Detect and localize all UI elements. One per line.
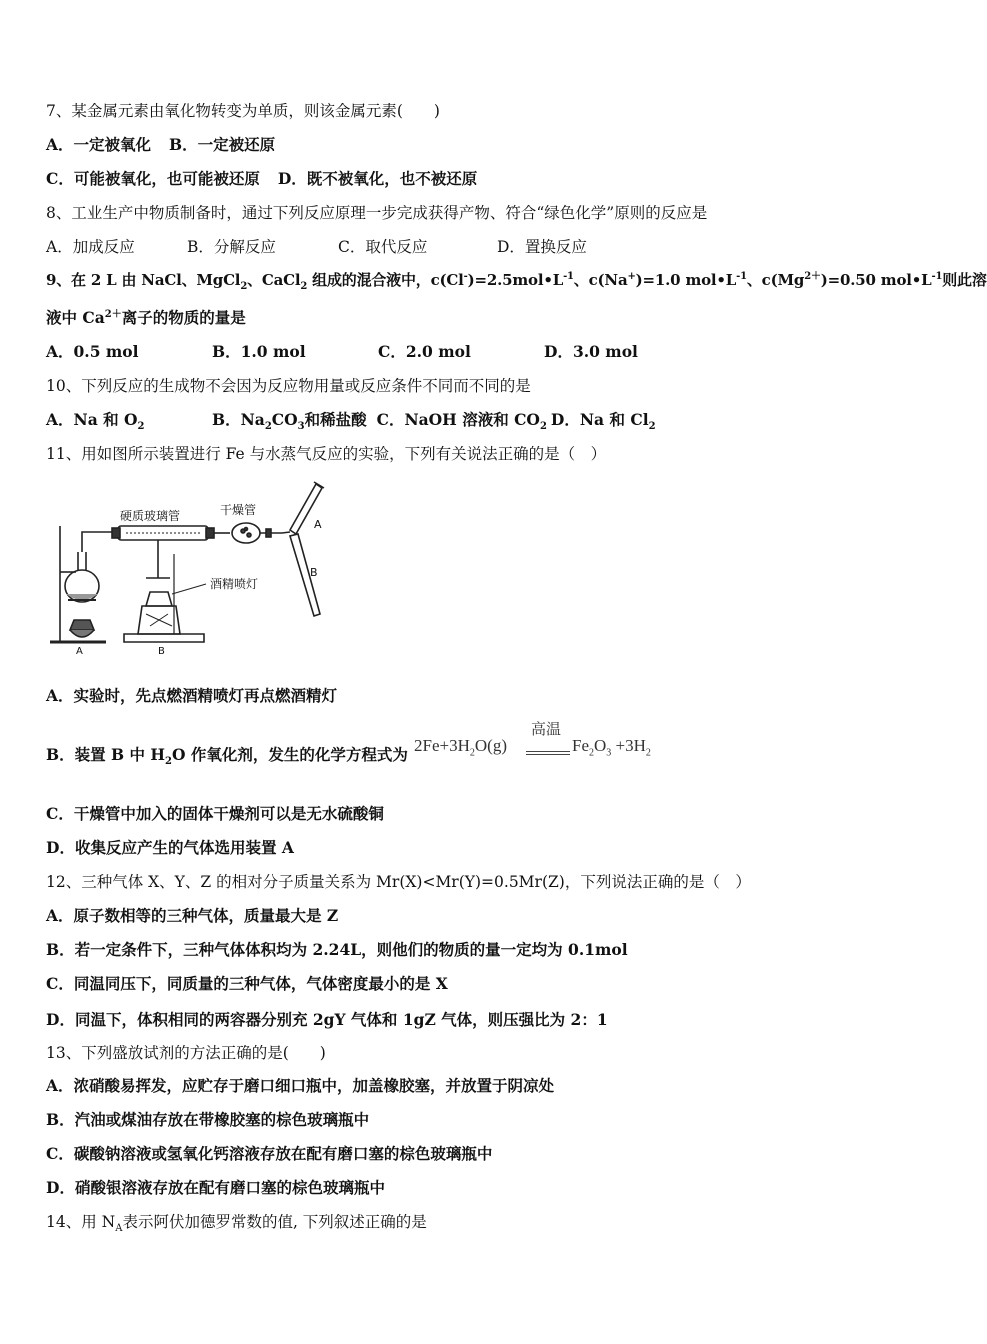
subscript: 2 [645, 747, 651, 759]
q7-option-d: D．既不被氧化，也不被还原 [277, 169, 478, 188]
q11-option-b [46, 745, 408, 768]
eq-text: O [594, 736, 607, 755]
q11-stem: 11、用如图所示装置进行 Fe 与水蒸气反应的实验，下列有关说法正确的是（ ） [46, 445, 607, 463]
q12-stem: 12、三种气体 X、Y、Z 的相对分子质量关系为 Mr(X)<Mr(Y)=0.5Mr(Z)，下列说法正确的是（ ） [46, 873, 751, 891]
q9-text: 液中 Ca [46, 308, 105, 327]
q11-option-c: C．干燥管中加入的固体干燥剂可以是无水硫酸铜 [46, 804, 384, 823]
q13-option-b: B．汽油或煤油存放在带橡胶塞的棕色玻璃瓶中 [46, 1110, 370, 1129]
superscript: -1 [736, 271, 747, 282]
q11-text: B．装置 B 中 H [46, 745, 166, 764]
q12-option-c: C．同温同压下，同质量的三种气体，气体密度最小的是 X [46, 974, 448, 993]
q10-text: D．Na 和 Cl [550, 410, 649, 429]
q9-text: 9、在 2 L 由 NaCl、MgCl [46, 271, 241, 289]
drying-tube [232, 523, 260, 543]
stand-base-b [124, 634, 204, 642]
subscript: 2 [300, 281, 308, 292]
reaction-condition: 高温 [531, 722, 562, 738]
q9-text: 组成的混合液中，c(Cl [307, 271, 464, 289]
q9-text: 、CaCl [247, 271, 301, 289]
label-apparatus-a: A [76, 646, 83, 657]
q7-option-b: B．一定被还原 [169, 135, 276, 154]
q9-option-a: A．0.5 mol [46, 342, 139, 361]
chemical-equation [414, 718, 674, 768]
q10-option-b [212, 410, 367, 433]
q9-text: )=2.5mol•L [467, 271, 564, 289]
q9-text: 则此溶 [942, 271, 987, 289]
label-drying-tube: 干燥管 [220, 503, 257, 517]
q13-option-d: D．硝酸银溶液存放在配有磨口塞的棕色玻璃瓶中 [46, 1178, 385, 1197]
q12-option-b: B．若一定条件下，三种气体体积均为 2.24L，则他们的物质的量一定均为 0.1mol [46, 940, 628, 959]
q13-option-c: C．碳酸钠溶液或氢氧化钙溶液存放在配有磨口塞的棕色玻璃瓶中 [46, 1144, 493, 1163]
q9-option-c: C．2.0 mol [378, 342, 471, 361]
q12-option-a: A．原子数相等的三种气体，质量最大是 Z [46, 906, 339, 925]
equation-lhs [414, 736, 507, 759]
q8-stem: 8、工业生产中物质制备时，通过下列反应原理一步完成获得产物、符合“绿色化学”原则的反应是 [46, 204, 708, 222]
q10-text: A．Na 和 O [46, 410, 138, 429]
q13-option-a: A．浓硝酸易挥发，应贮存于磨口细口瓶中，加盖橡胶塞，并放置于阴凉处 [46, 1076, 555, 1095]
q10-option-d [550, 410, 656, 433]
q7-stem: 7、某金属元素由氧化物转变为单质，则该金属元素( ) [46, 102, 440, 120]
burner-a [70, 620, 94, 630]
subscript: 3 [606, 747, 612, 759]
subscript: 3 [297, 421, 305, 433]
superscript: -1 [563, 271, 574, 282]
equals-bar [526, 754, 570, 755]
alcohol-blast-lamp [146, 592, 172, 606]
subscript: 2 [469, 747, 475, 759]
q10-text: 和稀盐酸 [304, 410, 367, 429]
q10-option-c [376, 410, 547, 433]
q12-option-d: D．同温下，体积相同的两容器分别充 2gY 气体和 1gZ 气体，则压强比为 2：1 [46, 1010, 608, 1029]
label-hard-glass-tube: 硬质玻璃管 [120, 509, 181, 523]
subscript: 2 [165, 756, 173, 768]
label-blast-lamp: 酒精喷灯 [210, 577, 259, 591]
q11-option-d: D．收集反应产生的气体选用装置 A [46, 838, 294, 857]
q9-stem [46, 270, 987, 290]
superscript: -1 [931, 271, 943, 282]
superscript: + [627, 271, 636, 282]
q9-text: )=1.0 mol•L [635, 271, 737, 289]
q9-text: 、c(Mg [746, 271, 805, 289]
q14-stem [46, 1212, 427, 1235]
q10-option-a [46, 410, 212, 433]
eq-text: +3H [611, 736, 646, 755]
label-tube-a: A [314, 518, 322, 531]
q7-options-cd [46, 169, 477, 189]
q10-text: C．NaOH 溶液和 CO [376, 410, 540, 429]
subscript: 2 [648, 421, 656, 433]
subscript: 2 [264, 421, 272, 433]
q10-stem: 10、下列反应的生成物不会因为反应物用量或反应条件不同而不同的是 [46, 377, 531, 395]
q7-options-ab [46, 135, 275, 155]
superscript: - [463, 271, 468, 282]
q8-option-a: A．加成反应 [46, 238, 135, 256]
equation-rhs [572, 736, 651, 759]
q7-option-a: A．一定被氧化 [46, 135, 152, 154]
eq-text: O(g) [474, 736, 507, 755]
q9-options [46, 342, 638, 362]
equals-bar [526, 751, 570, 752]
eq-text: Fe [572, 736, 589, 755]
superscript: 2＋ [804, 271, 821, 282]
q7-option-c: C．可能被氧化，也可能被还原 [46, 169, 260, 188]
q9-text: 离子的物质的量是 [121, 308, 246, 327]
q10-options [46, 410, 656, 433]
eq-text: 2Fe+3H [414, 736, 470, 755]
q8-options [46, 237, 587, 257]
q9-option-b: B．1.0 mol [212, 342, 306, 361]
q10-text: B．Na [212, 410, 265, 429]
apparatus-figure [46, 474, 346, 660]
subscript: 2 [240, 281, 248, 292]
q11-text: O 作氧化剂，发生的化学方程式为 [172, 745, 408, 764]
superscript: 2＋ [104, 308, 122, 320]
q9-text: 、c(Na [573, 271, 628, 289]
q14-text: 14、用 N [46, 1213, 116, 1231]
q9-stem-line2 [46, 308, 246, 328]
q8-option-b: B．分解反应 [187, 238, 276, 256]
label-tube-b: B [310, 566, 318, 579]
subscript: 2 [589, 747, 594, 759]
subscript: 2 [137, 421, 145, 433]
q13-stem: 13、下列盛放试剂的方法正确的是( ) [46, 1044, 326, 1062]
subscript: 2 [539, 421, 547, 433]
q11-option-a: A．实验时，先点燃酒精喷灯再点燃酒精灯 [46, 686, 338, 705]
label-apparatus-b: B [158, 646, 165, 657]
q14-text: 表示阿伏加德罗常数的值, 下列叙述正确的是 [122, 1213, 427, 1231]
q10-text: CO [271, 410, 298, 429]
q8-option-c: C．取代反应 [338, 238, 428, 256]
q9-option-d: D．3.0 mol [544, 342, 638, 361]
q9-text: )=0.50 mol•L [820, 271, 932, 289]
subscript: A [115, 1223, 123, 1235]
q8-option-d: D．置换反应 [497, 238, 587, 256]
